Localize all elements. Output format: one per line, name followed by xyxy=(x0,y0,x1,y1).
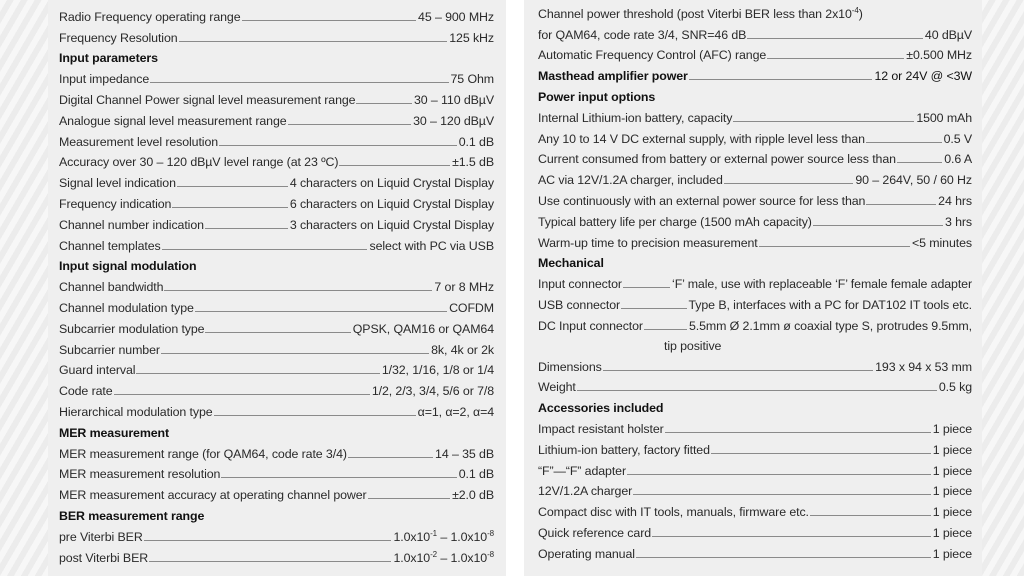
spec-label: MER measurement resolution xyxy=(59,467,221,482)
spec-value: 3 hrs xyxy=(944,214,972,229)
spec-value: 8k, 4k or 2k xyxy=(431,342,494,357)
spec-value: 40 dBµV xyxy=(924,27,972,42)
spec-label: Channel number indication xyxy=(59,217,204,232)
spec-label: Channel bandwidth xyxy=(59,280,164,295)
leader-line xyxy=(195,311,447,312)
spec-label: Input impedance xyxy=(59,72,150,87)
spec-label: Frequency Resolution xyxy=(59,30,178,45)
spec-value: select with PC via USB xyxy=(369,238,494,253)
spec-row-typical-battery-life-per-charge-1500-mah xyxy=(538,208,972,229)
leader-line xyxy=(368,498,450,499)
spec-row-dc-input-connector xyxy=(538,312,972,333)
leader-line xyxy=(205,332,350,333)
leader-line xyxy=(603,370,873,371)
leader-line xyxy=(219,145,457,146)
spec-label: Frequency indication xyxy=(59,196,172,211)
spec-label: Use continuously with an external power source for less than xyxy=(538,193,866,208)
leader-line xyxy=(759,246,910,247)
spec-row-frequency-resolution xyxy=(59,24,494,45)
leader-line xyxy=(897,162,942,163)
leader-line xyxy=(242,20,417,21)
spec-row-use-continuously-with-an-external-power- xyxy=(538,187,972,208)
spec-value: COFDM xyxy=(449,300,494,315)
leader-line xyxy=(136,373,379,374)
spec-value: 1 piece xyxy=(932,505,972,520)
spec-row-automatic-frequency-control-afc-range xyxy=(538,42,972,63)
spec-row-compact-disc-with-it-tools-manuals-firmw xyxy=(538,498,972,519)
spec-value: 24 hrs xyxy=(938,193,972,208)
spec-label: USB connector xyxy=(538,297,621,312)
spec-row-tip-positive xyxy=(538,333,972,353)
leader-line xyxy=(214,415,416,416)
spec-value: 3 characters on Liquid Crystal Display xyxy=(289,217,494,232)
leader-line xyxy=(144,540,392,541)
spec-value: 1 piece xyxy=(932,525,972,540)
spec-row-channel-modulation-type xyxy=(59,294,494,315)
spec-row-input-connector xyxy=(538,270,972,291)
spec-value: QPSK, QAM16 or QAM64 xyxy=(352,321,494,336)
spec-row-mer-measurement-resolution xyxy=(59,461,494,482)
spec-row-channel-power-threshold-post-viterbi-ber xyxy=(538,0,972,21)
spec-value: 45 – 900 MHz xyxy=(418,9,494,24)
spec-label: Masthead amplifier power xyxy=(538,69,688,84)
leader-line xyxy=(577,390,937,391)
spec-label: Signal level indication xyxy=(59,176,176,191)
spec-value: 1 piece xyxy=(932,421,972,436)
spec-value: 0.5 V xyxy=(943,131,972,146)
spec-row-f-f-adapter xyxy=(538,457,972,478)
spec-value: 1 piece xyxy=(932,463,972,478)
spec-value: <5 minutes xyxy=(912,235,972,250)
spec-row-masthead-amplifier-power xyxy=(538,62,972,83)
leader-line xyxy=(179,41,448,42)
spec-label: for QAM64, code rate 3/4, SNR=46 dB xyxy=(538,27,747,42)
leader-line xyxy=(644,329,687,330)
spec-value: 4 characters on Liquid Crystal Display xyxy=(289,176,494,191)
spec-label: Operating manual xyxy=(538,546,635,561)
spec-row-quick-reference-card xyxy=(538,519,972,540)
spec-value: $1.0x10^{-2} - 1.0x10^{-8}$ xyxy=(393,549,494,565)
leader-line xyxy=(161,353,429,354)
spec-label: Subcarrier modulation type xyxy=(59,321,205,336)
spec-row-measurement-level-resolution xyxy=(59,128,494,149)
spec-label: “F”—“F” adapter xyxy=(538,463,626,478)
spec-value: Type B, interfaces with a PC for DAT102 IT tools etc. xyxy=(688,297,972,312)
spec-value: 14 – 35 dB xyxy=(435,446,494,461)
spec-label: Digital Channel Power signal level measurement range xyxy=(59,92,356,107)
spec-value: 1 piece xyxy=(932,442,972,457)
section-heading: MER measurement xyxy=(59,425,170,440)
spec-label: Automatic Frequency Control (AFC) range xyxy=(538,48,767,63)
spec-value: 12 or 24V @ <3W xyxy=(874,69,972,84)
spec-row-channel-number-indication xyxy=(59,211,494,232)
spec-row-dimensions xyxy=(538,353,972,374)
spec-label: 12V/1.2A charger xyxy=(538,484,633,499)
spec-row-ac-via-12v-1-2a-charger-included xyxy=(538,166,972,187)
spec-value: ‘F’ male, use with replaceable ‘F’ female female adapter xyxy=(672,277,972,292)
spec-row-mer-measurement-accuracy-at-operating-ch xyxy=(59,481,494,502)
section-heading-accessories-included xyxy=(538,394,972,415)
spec-label: Warm-up time to precision measurement xyxy=(538,235,758,250)
section-heading: Power input options xyxy=(538,89,656,104)
spec-row-post-viterbi-ber xyxy=(59,544,494,565)
spec-value: 30 – 120 dBµV xyxy=(413,113,494,128)
leader-line xyxy=(724,183,854,184)
right-spec-column xyxy=(538,0,972,561)
spec-label: MER measurement range (for QAM64, code rate 3/4) xyxy=(59,446,347,461)
section-heading: Input parameters xyxy=(59,51,158,66)
spec-label: Analogue signal level measurement range xyxy=(59,113,287,128)
leader-line xyxy=(288,124,412,125)
leader-line xyxy=(356,103,412,104)
spec-label: Dimensions xyxy=(538,359,602,374)
leader-line xyxy=(339,165,450,166)
spec-row-current-consumed-from-battery-or-externa xyxy=(538,146,972,167)
leader-line xyxy=(114,394,370,395)
leader-line xyxy=(866,142,942,143)
spec-label: Impact resistant holster xyxy=(538,421,664,436)
right-hatch-margin xyxy=(982,0,1024,576)
spec-row-signal-level-indication xyxy=(59,169,494,190)
spec-value: ±1.5 dB xyxy=(452,155,494,170)
leader-line xyxy=(633,494,931,495)
spec-row-channel-templates xyxy=(59,232,494,253)
section-heading-input-parameters xyxy=(59,45,494,66)
spec-label: MER measurement accuracy at operating channel power xyxy=(59,488,367,503)
spec-row-mer-measurement-range-for-qam64-code-rat xyxy=(59,440,494,461)
spec-value: 1 piece xyxy=(932,484,972,499)
leader-line xyxy=(627,474,931,475)
spec-row-digital-channel-power-signal-level-measu xyxy=(59,86,494,107)
spec-value: 1500 mAh xyxy=(916,110,972,125)
spec-row-internal-lithium-ion-battery-capacity xyxy=(538,104,972,125)
leader-line xyxy=(636,557,931,558)
spec-row-pre-viterbi-ber xyxy=(59,523,494,544)
spec-row-accuracy-over-30-120-db-v-level-range-at xyxy=(59,149,494,170)
leader-line xyxy=(348,457,433,458)
section-heading: BER measurement range xyxy=(59,508,205,523)
spec-label: Compact disc with IT tools, manuals, firmware etc. xyxy=(538,505,809,520)
spec-label: Quick reference card xyxy=(538,525,652,540)
spec-value: 0.5 kg xyxy=(938,380,972,395)
spec-label: Subcarrier number xyxy=(59,342,160,357)
spec-row-usb-connector xyxy=(538,291,972,312)
spec-value: 6 characters on Liquid Crystal Display xyxy=(289,196,494,211)
spec-value: 193 x 94 x 53 mm xyxy=(875,359,972,374)
spec-value: 90 – 264V, 50 / 60 Hz xyxy=(855,173,972,188)
spec-value: 1/2, 2/3, 3/4, 5/6 or 7/8 xyxy=(371,384,494,399)
spec-label: Input connector xyxy=(538,277,622,292)
spec-label: Code rate xyxy=(59,384,113,399)
leader-line xyxy=(665,432,931,433)
section-heading-mechanical xyxy=(538,250,972,271)
spec-row-12v-1-2a-charger xyxy=(538,478,972,499)
spec-label: Typical battery life per charge (1500 mAh capacity) xyxy=(538,214,812,229)
spec-value: 0.1 dB xyxy=(458,467,494,482)
spec-value: 1 piece xyxy=(932,546,972,561)
spec-label: Guard interval xyxy=(59,363,136,378)
spec-value: 7 or 8 MHz xyxy=(434,280,494,295)
spec-row-channel-bandwidth xyxy=(59,273,494,294)
section-heading-mer-measurement xyxy=(59,419,494,440)
section-heading: Accessories included xyxy=(538,401,664,416)
section-heading-input-signal-modulation xyxy=(59,253,494,274)
spec-row-operating-manual xyxy=(538,540,972,561)
left-hatch-margin xyxy=(0,0,48,576)
spec-value: 1/32, 1/16, 1/8 or 1/4 xyxy=(381,363,494,378)
leader-line xyxy=(747,38,923,39)
leader-line xyxy=(162,249,368,250)
leader-line xyxy=(813,225,943,226)
spec-row-input-impedance xyxy=(59,65,494,86)
spec-label: AC via 12V/1.2A charger, included xyxy=(538,173,723,188)
leader-line xyxy=(149,561,391,562)
leader-line xyxy=(810,515,931,516)
spec-row-for-qam64-code-rate-3-4-snr-46-db xyxy=(538,21,972,42)
spec-value: 5.5mm Ø 2.1mm ø coaxial type S, protrudes 9.5mm, xyxy=(688,318,972,333)
leader-line xyxy=(767,58,904,59)
leader-line xyxy=(711,453,931,454)
leader-line xyxy=(621,308,686,309)
leader-line xyxy=(150,82,448,83)
section-heading: Input signal modulation xyxy=(59,259,197,274)
spec-label: Accuracy over 30 – 120 dBµV level range (at 23 ºC) xyxy=(59,155,339,170)
spec-label: Channel power threshold (post Viterbi BER less than $2x10^{-4}$) xyxy=(538,5,863,21)
spec-label: Hierarchical modulation type xyxy=(59,404,213,419)
spec-value: 30 – 110 dBµV xyxy=(413,92,494,107)
spec-row-radio-frequency-operating-range xyxy=(59,3,494,24)
spec-label: Measurement level resolution xyxy=(59,134,219,149)
leader-line xyxy=(689,79,873,80)
spec-label: Any 10 to 14 V DC external supply, with ripple level less than xyxy=(538,131,865,146)
leader-line xyxy=(733,121,914,122)
spec-row-guard-interval xyxy=(59,357,494,378)
spec-row-warm-up-time-to-precision-measurement xyxy=(538,229,972,250)
spec-value: ±0.500 MHz xyxy=(906,48,972,63)
leader-line xyxy=(221,477,456,478)
section-heading-power-input-options xyxy=(538,83,972,104)
spec-value: 0.6 A xyxy=(944,152,972,167)
left-spec-column xyxy=(59,3,494,565)
leader-line xyxy=(172,207,287,208)
spec-row-subcarrier-modulation-type xyxy=(59,315,494,336)
spec-value: 125 kHz xyxy=(449,30,494,45)
spec-label: tip positive xyxy=(664,338,722,353)
section-heading-ber-measurement-range xyxy=(59,502,494,523)
spec-label: Weight xyxy=(538,380,576,395)
spec-value: 75 Ohm xyxy=(450,72,494,87)
leader-line xyxy=(205,228,288,229)
spec-row-any-10-to-14-v-dc-external-supply-with-r xyxy=(538,125,972,146)
spec-label: Internal Lithium-ion battery, capacity xyxy=(538,110,733,125)
spec-value: 0.1 dB xyxy=(458,134,494,149)
spec-label: pre Viterbi BER xyxy=(59,529,143,544)
spec-value: α=1, α=2, α=4 xyxy=(417,404,494,419)
spec-row-subcarrier-number xyxy=(59,336,494,357)
spec-row-impact-resistant-holster xyxy=(538,415,972,436)
leader-line xyxy=(652,536,931,537)
spec-row-frequency-indication xyxy=(59,190,494,211)
spec-row-weight xyxy=(538,374,972,395)
spec-label: Current consumed from battery or external power source less than xyxy=(538,152,896,167)
spec-row-hierarchical-modulation-type xyxy=(59,398,494,419)
spec-row-code-rate xyxy=(59,377,494,398)
leader-line xyxy=(623,287,670,288)
spec-row-lithium-ion-battery-factory-fitted xyxy=(538,436,972,457)
spec-label: Radio Frequency operating range xyxy=(59,9,241,24)
spec-value: $1.0x10^{-1} - 1.0x10^{-8}$ xyxy=(393,528,494,544)
spec-value: ±2.0 dB xyxy=(452,488,494,503)
spec-label: Channel templates xyxy=(59,238,161,253)
leader-line xyxy=(866,204,936,205)
leader-line xyxy=(177,186,288,187)
leader-line xyxy=(164,290,432,291)
spec-row-analogue-signal-level-measurement-range xyxy=(59,107,494,128)
spec-label: Channel modulation type xyxy=(59,300,194,315)
spec-label: post Viterbi BER xyxy=(59,550,149,565)
spec-label: DC Input connector xyxy=(538,318,643,333)
spec-label: Lithium-ion battery, factory fitted xyxy=(538,442,710,457)
section-heading: Mechanical xyxy=(538,256,604,271)
